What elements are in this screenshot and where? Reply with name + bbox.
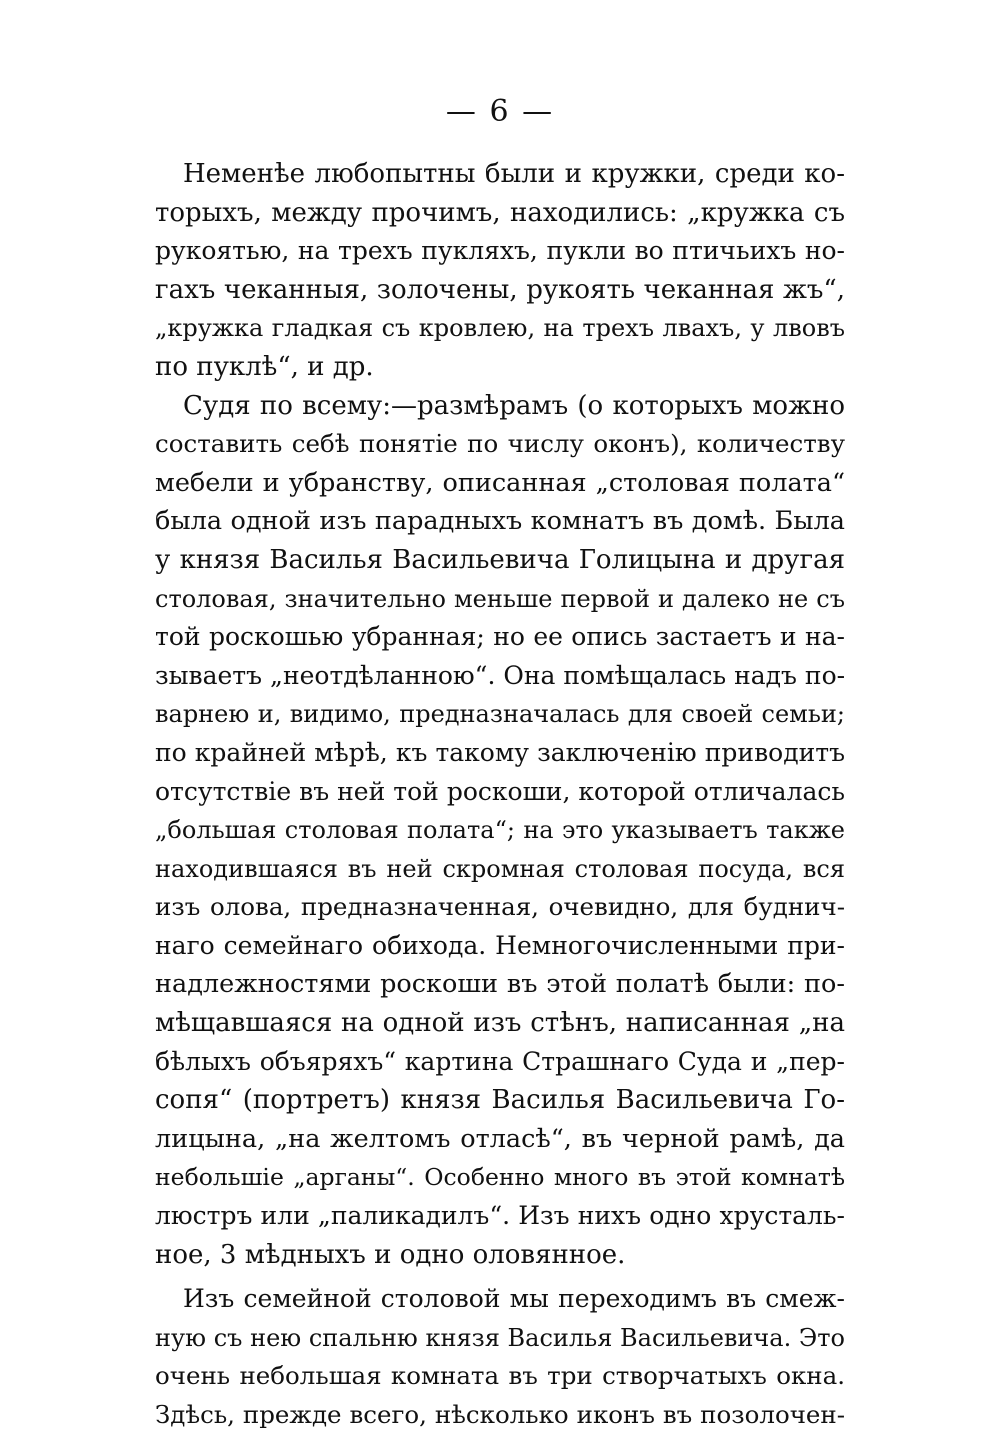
text-line: „большая столовая полата“; на это указываетъ также	[155, 816, 845, 845]
text-line: мѣщавшаяся на одной изъ стѣнъ, написанная „на	[155, 1008, 845, 1039]
text-line: изъ олова, предназначенная, очевидно, для буднич-	[155, 892, 845, 922]
paragraph-3	[155, 1280, 845, 1434]
text-line: по пуклѣ“, и др.	[155, 351, 374, 382]
text-line: сопя“ (портретъ) князя Василья Васильевича Го-	[155, 1085, 845, 1116]
text-line: торыхъ, между прочимъ, находились: „кружка съ	[155, 197, 845, 228]
text-line: бѣлыхъ объяряхъ“ картина Страшнаго Суда и „пер-	[155, 1046, 845, 1076]
text-line: была одной изъ парадныхъ комнатъ въ домѣ. Была	[155, 506, 845, 537]
text-line: отсутствіе въ ней той роскоши, которой отличалась	[155, 776, 845, 806]
text-line: ную съ нею спальню князя Василья Васильевича. Это	[155, 1323, 845, 1352]
text-line: ное, 3 мѣдныхъ и одно оловянное.	[155, 1239, 626, 1270]
text-line: Здѣсь, прежде всего, нѣсколько иконъ въ позолочен-	[155, 1400, 845, 1429]
text-line: находившаяся въ ней скромная столовая посуда, вся	[155, 854, 845, 883]
paragraph-1	[155, 155, 845, 387]
text-line: „кружка гладкая съ кровлею, на трехъ лвахъ, у лвовъ	[155, 314, 845, 343]
text-line: небольшіе „арганы“. Особенно много въ этой комнатѣ	[155, 1163, 845, 1192]
text-line: той роскошью убранная; но ее опись застаетъ и на-	[155, 622, 845, 652]
text-line: гахъ чеканныя, золочены, рукоять чеканная жъ“,	[155, 274, 845, 305]
text-line: надлежностями роскоши въ этой полатѣ были: по-	[155, 969, 845, 1000]
text-block	[155, 155, 845, 1435]
page-number: — 6 —	[445, 94, 555, 129]
text-line: столовая, значительно меньше первой и далеко не съ	[155, 584, 845, 613]
text-line: люстръ или „паликадилъ“. Изъ нихъ одно хрусталь-	[155, 1201, 845, 1231]
text-line: наго семейнаго обихода. Немногочисленными при-	[155, 930, 845, 960]
text-line: зываетъ „неотдѣланною“. Она помѣщалась надъ по-	[155, 660, 846, 690]
text-line: у князя Василья Васильевича Голицына и другая	[155, 544, 845, 575]
paragraph-2	[155, 387, 845, 1275]
text-line: лицына, „на желтомъ отласѣ“, въ черной рамѣ, да	[155, 1123, 845, 1154]
text-line: мебели и убранству, описанная „столовая полата“	[155, 467, 845, 498]
text-line: Изъ семейной столовой мы переходимъ въ смеж-	[183, 1284, 845, 1314]
text-line: составить себѣ понятіе по числу оконъ), количеству	[155, 429, 845, 459]
text-line: по крайней мѣрѣ, къ такому заключенію приводитъ	[155, 737, 845, 767]
text-line: очень небольшая комната въ три створчатыхъ окна.	[155, 1361, 845, 1391]
text-line: рукоятью, на трехъ пукляхъ, пукли во птичьихъ но-	[155, 236, 845, 266]
text-line: Неменѣе любопытны были и кружки, среди ко-	[183, 159, 845, 189]
text-line: варнею и, видимо, предназначалась для своей семьи;	[155, 700, 845, 729]
text-line: Судя по всему:—размѣрамъ (о которыхъ можно	[183, 390, 845, 421]
